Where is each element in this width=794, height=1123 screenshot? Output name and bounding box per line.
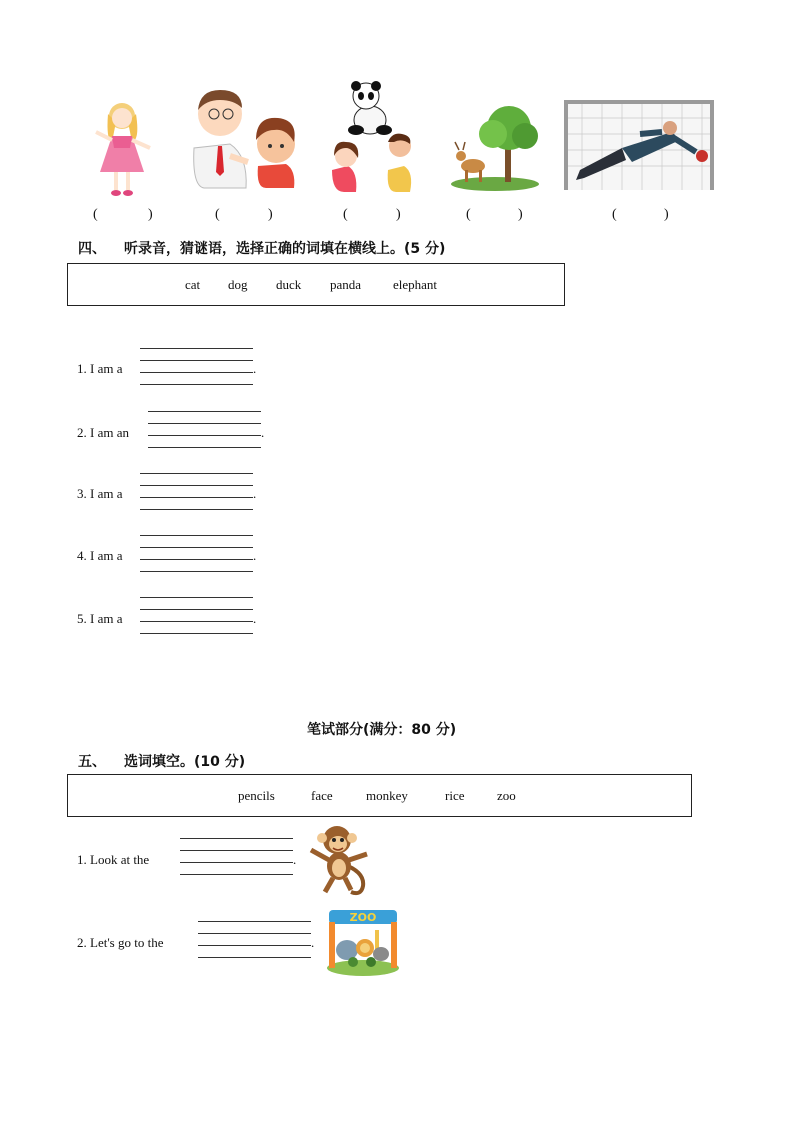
section-4-title: 听录音，猜谜语，选择正确的词填在横线上。(5 分): [124, 241, 446, 257]
answer-paren-right-1: ): [148, 207, 153, 222]
question-4-5-period: .: [253, 611, 257, 626]
panda-children-picture: [326, 80, 420, 194]
question-4-3-label: 3. I am a: [77, 486, 123, 501]
answer-paren-left-4: (: [466, 207, 471, 222]
question-4-1-label: 1. I am a: [77, 361, 123, 376]
question-4-2-label: 2. I am an: [77, 425, 129, 440]
question-5-2-answer-lines[interactable]: [198, 921, 311, 969]
answer-paren-left-3: (: [343, 207, 348, 222]
question-4-1-answer-lines[interactable]: [140, 348, 253, 396]
word-bank-item: pencils: [238, 788, 275, 803]
question-4-2-period: .: [261, 425, 265, 440]
word-bank-item: duck: [276, 277, 302, 292]
question-4-4-label: 4. I am a: [77, 548, 123, 563]
question-4-3-period: .: [253, 486, 257, 501]
girl-picture: [88, 92, 160, 200]
question-4-2-answer-lines[interactable]: [148, 411, 261, 459]
goalkeeper-picture: [562, 98, 718, 194]
written-part-title: 笔试部分(满分：80 分): [307, 722, 457, 738]
question-5-2-period: .: [311, 935, 315, 950]
section-4-word-bank: [67, 263, 565, 306]
word-bank-item: face: [311, 788, 333, 803]
question-4-5-answer-lines[interactable]: [140, 597, 253, 645]
answer-paren-left-5: (: [612, 207, 617, 222]
section-5-heading: [78, 751, 245, 771]
question-5-2-label: 2. Let's go to the: [77, 935, 164, 950]
question-4-1-period: .: [253, 361, 257, 376]
question-4-3-answer-lines[interactable]: [140, 473, 253, 521]
section-5-number: 五、: [78, 754, 106, 770]
zoo-sign-text: ZOO: [349, 911, 377, 924]
answer-paren-right-3: ): [396, 207, 401, 222]
word-bank-item: elephant: [393, 277, 438, 292]
question-4-4-answer-lines[interactable]: [140, 535, 253, 583]
monkey-picture: [303, 820, 377, 896]
word-bank-item: monkey: [366, 788, 408, 803]
question-4-5-label: 5. I am a: [77, 611, 123, 626]
answer-paren-right-4: ): [518, 207, 523, 222]
teacher-and-boy-picture: [186, 86, 300, 190]
section-4-heading: [78, 238, 445, 258]
section-4-number: 四、: [78, 241, 106, 257]
word-bank-item: zoo: [497, 788, 516, 803]
deer-tree-picture: [449, 104, 541, 192]
question-5-1-period: .: [293, 852, 297, 867]
word-bank-item: dog: [228, 277, 248, 292]
question-4-4-period: .: [253, 548, 257, 563]
answer-paren-left-1: (: [93, 207, 98, 222]
question-5-1-label: 1. Look at the: [77, 852, 150, 867]
word-bank-item: cat: [185, 277, 201, 292]
word-bank-item: rice: [445, 788, 465, 803]
question-5-1-answer-lines[interactable]: [180, 838, 293, 886]
section-5-title: 选词填空。(10 分): [124, 754, 246, 770]
answer-paren-right-5: ): [664, 207, 669, 222]
answer-paren-left-2: (: [215, 207, 220, 222]
answer-paren-right-2: ): [268, 207, 273, 222]
word-bank-item: panda: [330, 277, 362, 292]
zoo-picture: [323, 906, 403, 978]
